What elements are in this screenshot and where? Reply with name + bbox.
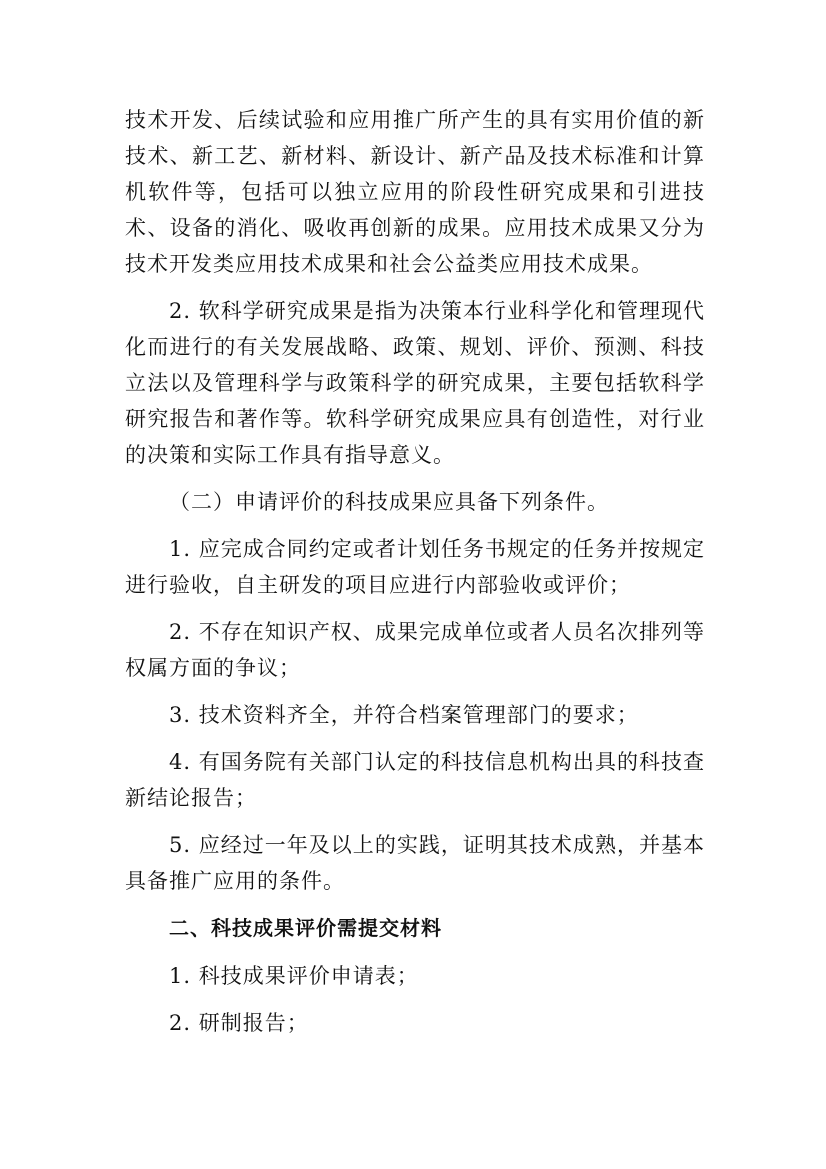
paragraph-condition-2: 2. 不存在知识产权、成果完成单位或者人员名次排列等权属方面的争议； [125,620,705,680]
paragraph-condition-5: 5. 应经过一年及以上的实践，证明其技术成熟，并基本具备推广应用的条件。 [125,833,705,893]
paragraph-material-1: 1. 科技成果评价申请表； [169,964,419,988]
section-heading-materials: 二、科技成果评价需提交材料 [169,916,442,940]
paragraph-condition-1: 1. 应完成合同约定或者计划任务书规定的任务并按规定进行验收，自主研发的项目应进行内部验收或评价； [125,537,705,597]
paragraph-application-tech-definition: 技术开发、后续试验和应用推广所产生的具有实用价值的新技术、新工艺、新材料、新设计、新产品及技术标准和计算机软件等，包括可以独立应用的阶段性研究成果和引进技术、设备的消化、吸收再创新的成果。应用技术成果又分为技术开发类应用技术成果和社会公益类应用技术成果。 [125,108,705,276]
paragraph-soft-science-results: 2. 软科学研究成果是指为决策本行业科学化和管理现代化而进行的有关发展战略、政策、规划、评价、预测、科技立法以及管理科学与政策科学的研究成果，主要包括软科学研究报告和著作等。软科学研究成果应具有创造性，对行业的决策和实际工作具有指导意义。 [125,299,705,467]
document-body [125,102,705,1052]
paragraph-material-2: 2. 研制报告； [169,1011,309,1035]
paragraph-condition-3: 3. 技术资料齐全，并符合档案管理部门的要求； [169,703,639,727]
paragraph-conditions-intro: （二）申请评价的科技成果应具备下列条件。 [169,490,609,514]
paragraph-condition-4: 4. 有国务院有关部门认定的科技信息机构出具的科技查新结论报告； [125,750,705,810]
